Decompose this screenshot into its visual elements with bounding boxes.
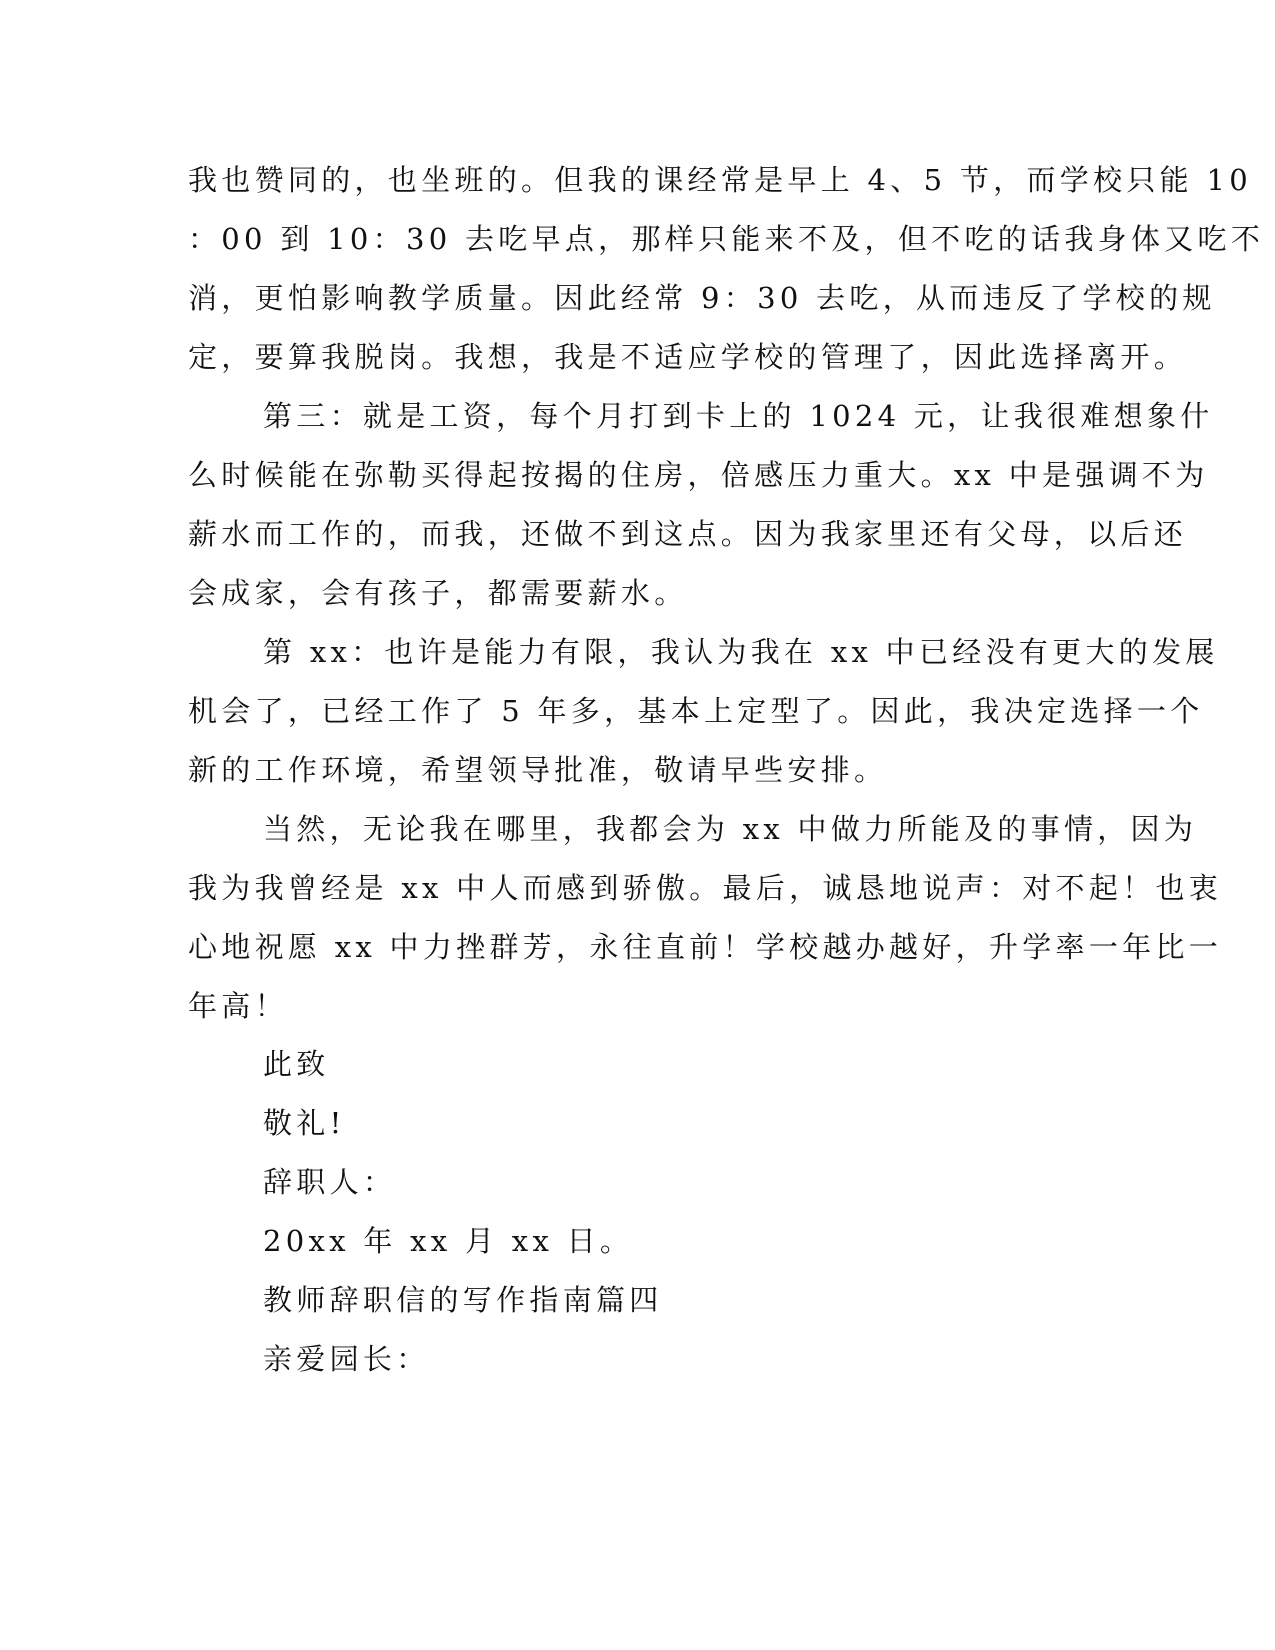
paragraph-line: 我为我曾经是 xx 中人而感到骄傲。最后，诚恳地说声：对不起！也衷: [188, 871, 1223, 905]
paragraph-line: 心地祝愿 xx 中力挫群芳，永往直前！学校越办越好，升学率一年比一: [188, 930, 1223, 964]
paragraph-line: 机会了，已经工作了 5 年多，基本上定型了。因此，我决定选择一个: [188, 694, 1204, 728]
paragraph-line: 会成家，会有孩子，都需要薪水。: [188, 576, 688, 610]
paragraph-line: 当然，无论我在哪里，我都会为 xx 中做力所能及的事情，因为: [263, 812, 1198, 846]
paragraph-line: 么时候能在弥勒买得起按揭的住房，倍感压力重大。xx 中是强调不为: [188, 458, 1209, 492]
date-line: 20xx 年 xx 月 xx 日。: [263, 1224, 634, 1258]
closing-line: 此致: [263, 1047, 330, 1081]
paragraph-line: 第 xx：也许是能力有限，我认为我在 xx 中已经没有更大的发展: [263, 635, 1219, 669]
salutation-line: 亲爱园长：: [263, 1342, 430, 1376]
paragraph-line: 第三：就是工资，每个月打到卡上的 1024 元，让我很难想象什: [263, 399, 1214, 433]
signature-line: 辞职人：: [263, 1165, 397, 1199]
paragraph-line: 年高！: [188, 989, 288, 1023]
paragraph-line: 我也赞同的，也坐班的。但我的课经常是早上 4、5 节，而学校只能 10: [188, 163, 1252, 197]
paragraph-line: 薪水而工作的，而我，还做不到这点。因为我家里还有父母，以后还: [188, 517, 1188, 551]
paragraph-line: 定，要算我脱岗。我想，我是不适应学校的管理了，因此选择离开。: [188, 340, 1188, 374]
closing-line: 敬礼!: [263, 1106, 346, 1140]
paragraph-line: 新的工作环境，希望领导批准，敬请早些安排。: [188, 753, 888, 787]
paragraph-line: ：00 到 10：30 去吃早点，那样只能来不及，但不吃的话我身体又吃不: [188, 222, 1265, 256]
paragraph-line: 消，更怕影响教学质量。因此经常 9：30 去吃，从而违反了学校的规: [188, 281, 1216, 315]
section-heading: 教师辞职信的写作指南篇四: [263, 1283, 663, 1317]
